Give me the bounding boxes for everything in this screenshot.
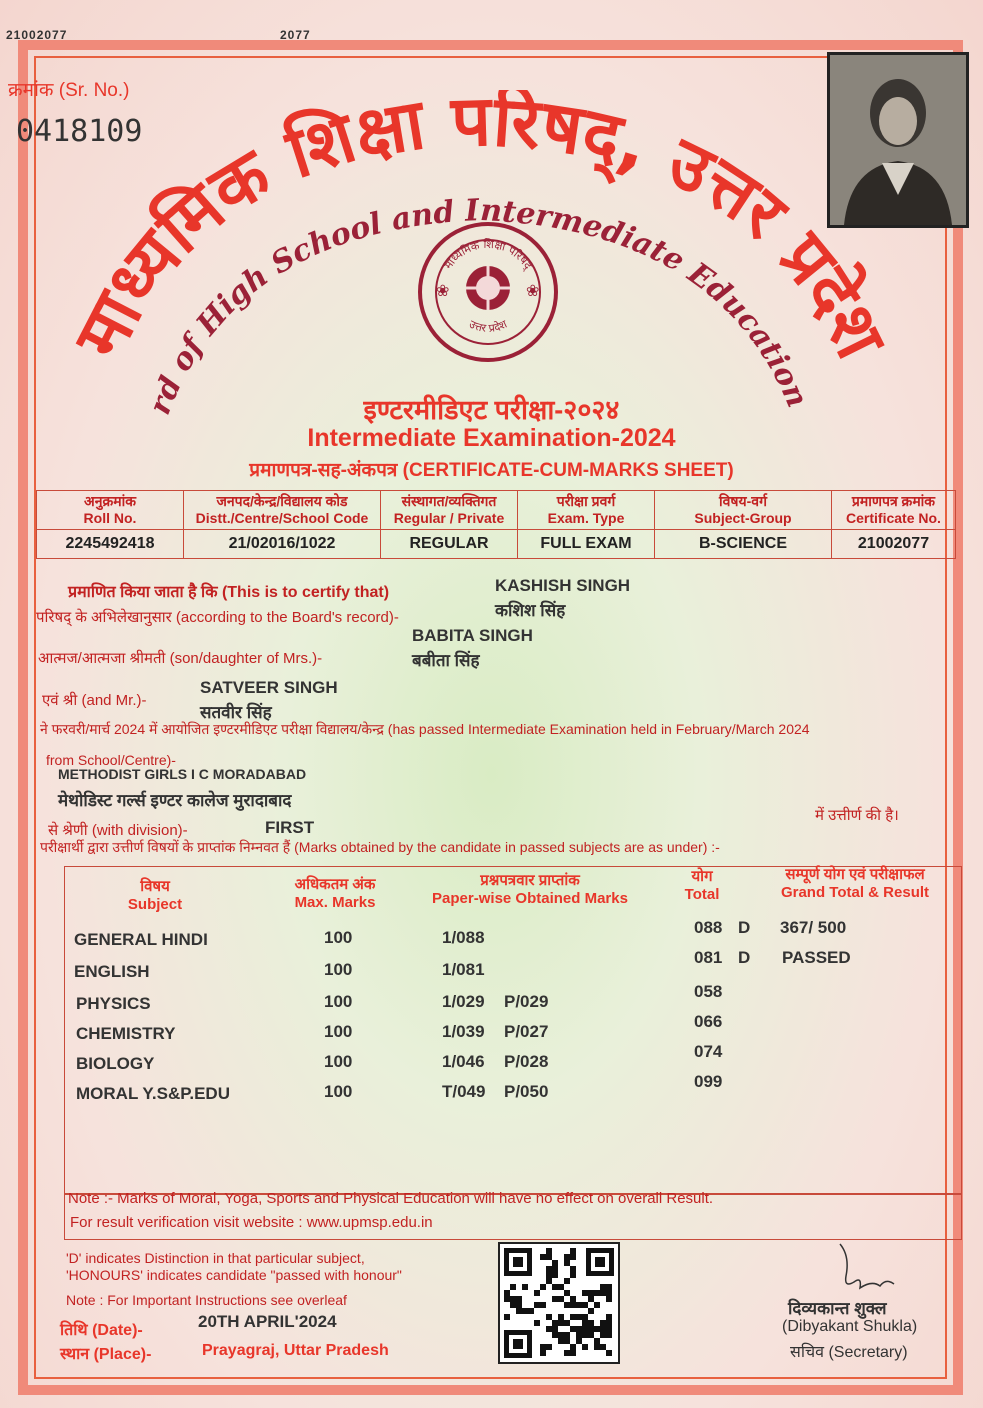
exam-type-value: FULL EXAM <box>518 530 655 559</box>
theory-marks: 1/081 <box>442 960 485 979</box>
place-label: स्थान (Place)- <box>60 1346 152 1363</box>
place-value: Prayagraj, Uttar Pradesh <box>202 1342 389 1359</box>
distinction-note: 'D' indicates Distinction in that particular subject, <box>66 1250 365 1266</box>
note-verification: For result verification visit website : www.upmsp.edu.in <box>70 1214 433 1231</box>
date-value: 20TH APRIL'2024 <box>198 1312 337 1331</box>
school-name-english: METHODIST GIRLS I C MORADABAD <box>58 766 307 782</box>
practical-marks: P/027 <box>504 1022 549 1041</box>
subject-header: विषय Subject <box>127 878 183 913</box>
theory-marks: 1/088 <box>442 928 485 947</box>
subject-total: 081 <box>694 948 723 967</box>
subject-total: 099 <box>694 1072 723 1091</box>
board-seal <box>418 222 558 362</box>
school-code-value: 21/02016/1022 <box>184 530 381 559</box>
document-type: प्रमाणपत्र-सह-अंकपत्र (CERTIFICATE-CUM-MARKS SHEET) <box>249 460 734 481</box>
roll-no-value: 2245492418 <box>37 530 184 559</box>
marks-intro: परीक्षार्थी द्वारा उत्तीर्ण विषयों के प्राप्तांक निम्नवत हैं (Marks obtained by the candidate in passed subjects are as under) :- <box>40 839 720 855</box>
honours-note: 'HONOURS' indicates candidate "passed with honour" <box>66 1267 402 1283</box>
from-school-label: from School/Centre)- <box>46 752 176 768</box>
date-label: तिथि (Date)- <box>60 1322 143 1339</box>
max-marks: 100 <box>324 928 353 947</box>
theory-marks: 1/039 <box>442 1022 485 1041</box>
max-marks: 100 <box>324 992 353 1011</box>
division-value: FIRST <box>265 818 315 837</box>
distinction-grade: D <box>738 918 751 937</box>
mother-name-english: BABITA SINGH <box>412 626 533 645</box>
exam-title-hindi: इण्टरमीडिएट परीक्षा-२०२४ <box>363 395 620 425</box>
grand-total-value: 367/ 500 <box>780 918 847 937</box>
regular-private-header: संस्थागत/व्यक्तिगत Regular / Private <box>381 491 518 530</box>
school-code-header: जनपद/केन्द्र/विद्यालय कोड Distt./Centre/School Code <box>184 491 381 530</box>
exam-title-english: Intermediate Examination-2024 <box>307 424 676 452</box>
candidate-name-hindi: कशिश सिंह <box>495 601 566 620</box>
subject-name: CHEMISTRY <box>76 1024 176 1043</box>
max-marks: 100 <box>324 1052 353 1071</box>
certify-label: प्रमाणित किया जाता है कि (This is to certify that) <box>68 584 390 601</box>
max-marks: 100 <box>324 1022 353 1041</box>
candidate-name-english: KASHISH SINGH <box>495 576 631 595</box>
paper-marks-header: प्रश्नपत्रवार प्राप्तांक Paper-wise Obtained Marks <box>432 872 628 907</box>
note-moral: Note :- Marks of Moral, Yoga, Sports and Physical Education will have no effect on overall Result. <box>68 1190 714 1207</box>
subject-total: 058 <box>694 982 723 1001</box>
max-marks: 100 <box>324 1082 353 1101</box>
svg-text:❀: ❀ <box>526 283 540 300</box>
signature <box>820 1236 910 1301</box>
signatory-designation: सचिव (Secretary) <box>790 1344 908 1361</box>
father-name-english: SATVEER SINGH <box>200 678 338 697</box>
father-name-hindi: सतवीर सिंह <box>200 703 272 722</box>
svg-text:❀: ❀ <box>436 283 450 300</box>
certificate-no-value: 21002077 <box>832 530 956 559</box>
theory-marks: 1/046 <box>442 1052 485 1071</box>
passed-hindi: में उत्तीर्ण की है। <box>815 807 899 824</box>
exam-type-header: परीक्षा प्रवर्ग Exam. Type <box>518 491 655 530</box>
subject-total: 088 <box>694 918 723 937</box>
subject-name: GENERAL HINDI <box>74 930 208 949</box>
candidate-info-table <box>36 490 956 559</box>
serial-label: क्रमांक (Sr. No.) <box>8 80 130 101</box>
top-certificate-number: 21002077 <box>6 28 68 42</box>
regular-private-value: REGULAR <box>381 530 518 559</box>
mother-name-hindi: बबीता सिंह <box>412 651 480 670</box>
subject-group-header: विषय-वर्ग Subject-Group <box>655 491 832 530</box>
top-short-number: 2077 <box>280 28 311 42</box>
theory-marks: 1/029 <box>442 992 485 1011</box>
division-label: से श्रेणी (with division)- <box>48 822 188 839</box>
instructions-note: Note : For Important Instructions see overleaf <box>66 1292 347 1308</box>
subject-name: BIOLOGY <box>76 1054 155 1073</box>
distinction-grade: D <box>738 948 751 967</box>
record-label: परिषद् के अभिलेखानुसार (according to the Board's record)- <box>36 609 399 626</box>
subject-name: MORAL Y.S&P.EDU <box>76 1084 230 1103</box>
passed-statement: ने फरवरी/मार्च 2024 में आयोजित इण्टरमीडिएट परीक्षा विद्यालय/केन्द्र (has passed Intermediate Examination held in February/March 2024 <box>40 721 810 737</box>
svg-text:माध्यमिक शिक्षा परिषद्: माध्यमिक शिक्षा परिषद् <box>441 237 535 272</box>
subject-total: 074 <box>694 1042 723 1061</box>
subject-group-value: B-SCIENCE <box>655 530 832 559</box>
practical-marks: P/028 <box>504 1052 549 1071</box>
svg-text:Board of High School and Inter: rd of High School and Intermediate Education <box>142 192 815 420</box>
certificate-no-header: प्रमाणपत्र क्रमांक Certificate No. <box>832 491 956 530</box>
mother-label: आत्मज/आत्मजा श्रीमती (son/daughter of Mrs.)- <box>38 650 323 667</box>
practical-marks: P/029 <box>504 992 549 1011</box>
serial-number: 0418109 <box>16 114 143 149</box>
svg-text:उत्तर प्रदेश: उत्तर प्रदेश <box>466 317 510 335</box>
signatory-english: (Dibyakant Shukla) <box>782 1318 918 1335</box>
roll-no-header: अनुक्रमांक Roll No. <box>37 491 184 530</box>
subject-total: 066 <box>694 1012 723 1031</box>
max-marks-header: अधिकतम अंक Max. Marks <box>294 876 376 911</box>
practical-marks: P/050 <box>504 1082 549 1101</box>
verification-qr-code[interactable] <box>498 1242 620 1364</box>
result-value: PASSED <box>782 948 851 967</box>
theory-marks: T/049 <box>442 1082 486 1101</box>
subject-name: PHYSICS <box>76 994 151 1013</box>
subject-name: ENGLISH <box>74 962 150 981</box>
school-name-hindi: मेथोडिस्ट गर्ल्स इण्टर कालेज मुरादाबाद <box>58 791 292 810</box>
grand-total-header: सम्पूर्ण योग एवं परीक्षाफल Grand Total & Result <box>780 866 930 901</box>
signatory-hindi: दिव्यकान्त शुक्ल <box>788 1299 887 1318</box>
svg-text:माध्यमिक शिक्षा परिषद्, उत्तर: माध्यमिक शिक्षा परिषद्, उत्तर प्रदेश <box>60 90 900 371</box>
total-header: योग Total <box>684 868 720 903</box>
max-marks: 100 <box>324 960 353 979</box>
father-label: एवं श्री (and Mr.)- <box>42 692 147 709</box>
